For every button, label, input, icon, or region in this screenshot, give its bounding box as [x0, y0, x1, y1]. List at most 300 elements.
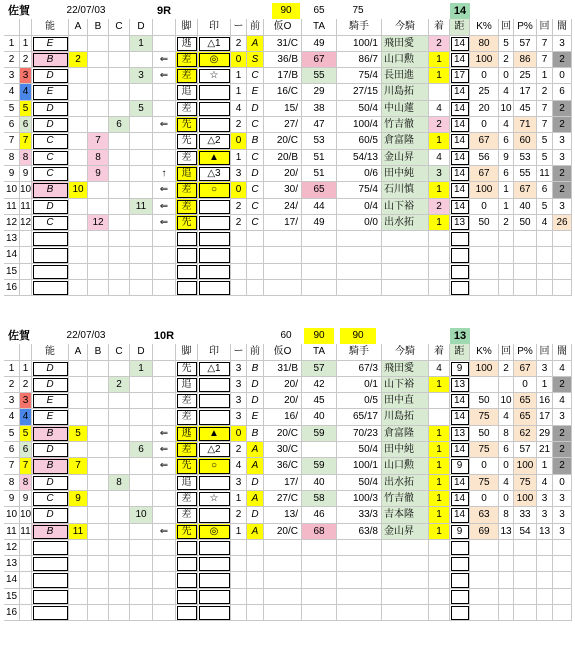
cell-arr: ⇐: [153, 458, 176, 474]
cell-b: [88, 524, 109, 540]
table-row: [4, 393, 572, 409]
cell-k2: [499, 264, 514, 280]
cell-shirushi: [198, 117, 231, 133]
cell-kari: 20/C: [264, 524, 302, 540]
cell-w: 11: [20, 199, 32, 215]
table-row: [4, 101, 572, 117]
column-header: 前: [247, 344, 264, 360]
cell-ima: [382, 605, 429, 621]
cell-yami: [553, 572, 572, 588]
cell-ta: 59: [302, 458, 337, 474]
column-header: P%: [514, 19, 537, 35]
cell-ima: 石川慎: [382, 182, 429, 198]
cell-mae: [247, 589, 264, 605]
cell-ima: [382, 572, 429, 588]
cell-n: 4: [4, 409, 20, 425]
cell-yami: 2: [553, 442, 572, 458]
rating-2: 65: [313, 5, 325, 16]
cell-d: [130, 166, 153, 182]
cell-kari: 20/: [264, 393, 302, 409]
cell-b: [88, 540, 109, 556]
cell-c: [109, 247, 130, 263]
cell-kyori: [450, 247, 470, 263]
cell-chaku: [429, 572, 450, 588]
cell-b: [88, 426, 109, 442]
cell-p: 50: [514, 215, 537, 231]
rating-1: 60: [280, 330, 292, 341]
cell-kari: 31/B: [264, 361, 302, 377]
cell-ta: 49: [302, 36, 337, 52]
cell-m: [231, 264, 247, 280]
cell-arr: ⇐: [153, 52, 176, 68]
cell-b: [88, 442, 109, 458]
cell-kishu: [337, 589, 382, 605]
cell-ta: 58: [302, 491, 337, 507]
cell-kari: 24/: [264, 199, 302, 215]
cell-a: [69, 507, 88, 523]
cell-p: 33: [514, 507, 537, 523]
column-header: C: [109, 19, 130, 35]
cell-mae: [247, 605, 264, 621]
cell-chaku: 4: [429, 150, 450, 166]
cell-a: [69, 377, 88, 393]
cell-p: [514, 264, 537, 280]
cell-k2: 10: [499, 101, 514, 117]
cell-k2: 9: [499, 150, 514, 166]
cell-arr: [153, 133, 176, 149]
cell-m: 3: [231, 409, 247, 425]
cell-mae: A: [247, 442, 264, 458]
cell-cls: B: [32, 182, 69, 198]
cell-d: [130, 458, 153, 474]
cell-p2: 5: [537, 199, 553, 215]
cell-kyori: 14: [450, 150, 470, 166]
cell-b: [88, 247, 109, 263]
cell-d: [130, 52, 153, 68]
cell-ta: [302, 442, 337, 458]
cell-k: 0: [470, 117, 499, 133]
cell-mae: D: [247, 393, 264, 409]
cell-kyaku: 逃: [176, 426, 198, 442]
cell-yami: 0: [553, 475, 572, 491]
column-header: 回: [499, 19, 514, 35]
cell-k2: [499, 572, 514, 588]
cell-chaku: 1: [429, 507, 450, 523]
cell-cls: [32, 247, 69, 263]
cell-shirushi: [198, 589, 231, 605]
table-row: [4, 556, 572, 572]
cell-p2: [537, 605, 553, 621]
cell-chaku: [429, 540, 450, 556]
cell-w: [20, 556, 32, 572]
cell-w: 8: [20, 475, 32, 491]
cell-p: 55: [514, 166, 537, 182]
column-header: 能: [32, 344, 69, 360]
cell-arr: [153, 361, 176, 377]
cell-p2: 5: [537, 150, 553, 166]
cell-kyaku: 差: [176, 507, 198, 523]
cell-shirushi: ☆: [198, 68, 231, 84]
cell-arr: [153, 247, 176, 263]
column-header: 仮O: [264, 19, 302, 35]
cell-w: [20, 231, 32, 247]
cell-kyaku: [176, 247, 198, 263]
cell-arr: [153, 540, 176, 556]
cell-kyori: [450, 572, 470, 588]
cell-w: 5: [20, 101, 32, 117]
cell-p2: 7: [537, 52, 553, 68]
table-row: [4, 52, 572, 68]
cell-c: [109, 556, 130, 572]
cell-n: 3: [4, 68, 20, 84]
cell-ta: [302, 540, 337, 556]
cell-k: 0: [470, 199, 499, 215]
cell-b: [88, 377, 109, 393]
cell-arr: [153, 101, 176, 117]
cell-kyaku: 先: [176, 524, 198, 540]
cell-a: [69, 475, 88, 491]
column-header: 脚: [176, 344, 198, 360]
cell-a: [69, 231, 88, 247]
cell-arr: [153, 231, 176, 247]
cell-yami: [553, 247, 572, 263]
cell-p: 0: [514, 377, 537, 393]
cell-p2: 4: [537, 215, 553, 231]
cell-cls: C: [32, 150, 69, 166]
cell-n: 4: [4, 84, 20, 100]
column-header: 前: [247, 19, 264, 35]
cell-ima: [382, 231, 429, 247]
cell-kyori: [450, 264, 470, 280]
column-header: ー: [231, 19, 247, 35]
cell-shirushi: ◎: [198, 524, 231, 540]
race-title-row: [4, 328, 572, 344]
cell-ima: 倉富隆: [382, 133, 429, 149]
cell-p: 62: [514, 426, 537, 442]
cell-mae: E: [247, 409, 264, 425]
cell-yami: 2: [553, 101, 572, 117]
cell-d: 1: [130, 36, 153, 52]
table-row: [4, 361, 572, 377]
cell-kyori: 14: [450, 199, 470, 215]
table-row: [4, 199, 572, 215]
cell-k: [470, 280, 499, 296]
cell-kyaku: 差: [176, 101, 198, 117]
cell-n: 1: [4, 36, 20, 52]
cell-d: 10: [130, 507, 153, 523]
cell-b: [88, 280, 109, 296]
cell-kari: [264, 540, 302, 556]
cell-k2: 0: [499, 491, 514, 507]
cell-p2: 1: [537, 458, 553, 474]
cell-chaku: [429, 247, 450, 263]
cell-kishu: 50/4: [337, 101, 382, 117]
table-row: [4, 442, 572, 458]
cell-ta: 59: [302, 426, 337, 442]
cell-a: 7: [69, 458, 88, 474]
cell-a: [69, 264, 88, 280]
cell-a: [69, 589, 88, 605]
cell-k: 25: [470, 84, 499, 100]
cell-p2: 29: [537, 426, 553, 442]
cell-b: [88, 409, 109, 425]
cell-k2: 2: [499, 361, 514, 377]
cell-kishu: 75/4: [337, 68, 382, 84]
cell-kari: 20/: [264, 377, 302, 393]
column-header: K%: [470, 19, 499, 35]
cell-kyori: 9: [450, 361, 470, 377]
cell-kari: [264, 231, 302, 247]
cell-kari: 16/: [264, 409, 302, 425]
cell-k: [470, 556, 499, 572]
cell-d: [130, 150, 153, 166]
table-row: [4, 540, 572, 556]
cell-c: [109, 133, 130, 149]
cell-d: 6: [130, 442, 153, 458]
column-header: D: [130, 344, 153, 360]
column-header: 着: [429, 19, 450, 35]
cell-yami: 3: [553, 491, 572, 507]
cell-chaku: 2: [429, 199, 450, 215]
cell-kyori: 14: [450, 442, 470, 458]
cell-kyori: 14: [450, 507, 470, 523]
table-row: [4, 264, 572, 280]
cell-k: 67: [470, 166, 499, 182]
cell-k2: 4: [499, 117, 514, 133]
cell-k: 20: [470, 101, 499, 117]
cell-a: [69, 409, 88, 425]
column-header: 着: [429, 344, 450, 360]
cell-d: [130, 589, 153, 605]
cell-d: 5: [130, 101, 153, 117]
cell-kyori: 13: [450, 215, 470, 231]
cell-shirushi: △1: [198, 361, 231, 377]
cell-kari: 20/B: [264, 150, 302, 166]
cell-yami: 3: [553, 409, 572, 425]
column-header: D: [130, 19, 153, 35]
column-header: 闇: [553, 344, 572, 360]
cell-ta: [302, 605, 337, 621]
cell-ta: [302, 556, 337, 572]
cell-a: [69, 199, 88, 215]
cell-p2: 3: [537, 491, 553, 507]
cell-b: 8: [88, 150, 109, 166]
cell-mae: [247, 540, 264, 556]
cell-p: [514, 556, 537, 572]
cell-m: [231, 589, 247, 605]
cell-kyaku: 追: [176, 475, 198, 491]
cell-p2: 21: [537, 442, 553, 458]
cell-m: 2: [231, 507, 247, 523]
cell-p: [514, 280, 537, 296]
cell-k2: 10: [499, 393, 514, 409]
cell-ima: 山口勲: [382, 458, 429, 474]
cell-ta: 55: [302, 68, 337, 84]
cell-c: [109, 231, 130, 247]
cell-m: 0: [231, 426, 247, 442]
table-row: [4, 247, 572, 263]
cell-k2: [499, 556, 514, 572]
cell-kyori: 14: [450, 182, 470, 198]
cell-p2: 5: [537, 133, 553, 149]
cell-kyori: 14: [450, 117, 470, 133]
cell-c: [109, 442, 130, 458]
cell-b: 12: [88, 215, 109, 231]
cell-kari: 27/: [264, 117, 302, 133]
cell-mae: S: [247, 52, 264, 68]
cell-n: 5: [4, 101, 20, 117]
cell-yami: 3: [553, 150, 572, 166]
cell-yami: 2: [553, 377, 572, 393]
cell-m: [231, 231, 247, 247]
cell-p: [514, 572, 537, 588]
cell-cls: [32, 540, 69, 556]
cell-b: [88, 393, 109, 409]
cell-cls: D: [32, 117, 69, 133]
cell-shirushi: [198, 247, 231, 263]
cell-n: 16: [4, 605, 20, 621]
cell-yami: [553, 589, 572, 605]
cell-p2: 4: [537, 475, 553, 491]
cell-d: [130, 377, 153, 393]
cell-kyaku: 追: [176, 84, 198, 100]
cell-ima: 金山昇: [382, 150, 429, 166]
cell-shirushi: [198, 393, 231, 409]
cell-k2: 6: [499, 442, 514, 458]
cell-yami: 4: [553, 361, 572, 377]
cell-m: 3: [231, 377, 247, 393]
cell-d: [130, 572, 153, 588]
race-number: 10R: [153, 330, 175, 342]
cell-kyori: 14: [450, 101, 470, 117]
cell-ta: 29: [302, 84, 337, 100]
header-blank: [4, 19, 20, 35]
cell-shirushi: [198, 199, 231, 215]
cell-w: 3: [20, 393, 32, 409]
cell-n: 13: [4, 556, 20, 572]
cell-kari: [264, 556, 302, 572]
cell-k: [470, 231, 499, 247]
cell-w: 7: [20, 458, 32, 474]
cell-mae: [247, 264, 264, 280]
cell-kishu: [337, 605, 382, 621]
cell-k: 56: [470, 150, 499, 166]
column-header-row: [4, 344, 572, 360]
table-row: [4, 166, 572, 182]
cell-shirushi: [198, 409, 231, 425]
cell-kari: 13/: [264, 507, 302, 523]
cell-k2: 6: [499, 166, 514, 182]
cell-n: 14: [4, 247, 20, 263]
cell-ima: 山口勲: [382, 52, 429, 68]
cell-kyori: 13: [450, 426, 470, 442]
cell-b: [88, 475, 109, 491]
cell-mae: [247, 280, 264, 296]
cell-p: 86: [514, 52, 537, 68]
cell-kyori: [450, 605, 470, 621]
cell-p: 54: [514, 524, 537, 540]
table-row: [4, 231, 572, 247]
cell-b: [88, 361, 109, 377]
cell-m: 3: [231, 393, 247, 409]
cell-k2: [499, 589, 514, 605]
cell-mae: [247, 231, 264, 247]
cell-c: [109, 215, 130, 231]
cell-cls: E: [32, 393, 69, 409]
cell-shirushi: ▲: [198, 426, 231, 442]
cell-k: 100: [470, 52, 499, 68]
cell-m: 2: [231, 442, 247, 458]
column-header: 闇: [553, 19, 572, 35]
cell-cls: [32, 264, 69, 280]
cell-arr: ↑: [153, 166, 176, 182]
race-title-row: [4, 3, 572, 19]
cell-p: 67: [514, 361, 537, 377]
cell-a: [69, 101, 88, 117]
cell-p: [514, 247, 537, 263]
table-row: [4, 605, 572, 621]
cell-c: [109, 84, 130, 100]
cell-mae: B: [247, 133, 264, 149]
cell-n: 8: [4, 475, 20, 491]
cell-arr: ⇐: [153, 68, 176, 84]
cell-arr: [153, 84, 176, 100]
cell-kari: 17/B: [264, 68, 302, 84]
cell-k: 67: [470, 133, 499, 149]
cell-w: 9: [20, 491, 32, 507]
header-blank: [20, 344, 32, 360]
cell-ta: 44: [302, 199, 337, 215]
cell-k: [470, 540, 499, 556]
cell-yami: [553, 231, 572, 247]
cell-chaku: 1: [429, 475, 450, 491]
cell-kyori: [450, 589, 470, 605]
column-header: 印: [198, 344, 231, 360]
cell-ta: [302, 264, 337, 280]
cell-shirushi: [198, 231, 231, 247]
cell-chaku: 2: [429, 117, 450, 133]
cell-ta: 46: [302, 507, 337, 523]
cell-k2: [499, 247, 514, 263]
cell-k2: [499, 540, 514, 556]
cell-cls: E: [32, 84, 69, 100]
cell-w: 4: [20, 84, 32, 100]
cell-kyaku: 先: [176, 361, 198, 377]
cell-mae: A: [247, 524, 264, 540]
cell-c: [109, 572, 130, 588]
cell-chaku: [429, 393, 450, 409]
cell-arr: [153, 491, 176, 507]
cell-p2: 6: [537, 182, 553, 198]
cell-ima: 吉本隆: [382, 507, 429, 523]
cell-kyaku: 先: [176, 133, 198, 149]
cell-chaku: 3: [429, 166, 450, 182]
cell-mae: D: [247, 166, 264, 182]
cell-ta: [302, 572, 337, 588]
cell-yami: 3: [553, 199, 572, 215]
column-header-row: [4, 19, 572, 35]
cell-k: 100: [470, 361, 499, 377]
field-size: 13: [450, 328, 470, 344]
cell-kari: 36/B: [264, 52, 302, 68]
cell-d: [130, 540, 153, 556]
cell-d: [130, 605, 153, 621]
cell-cls: B: [32, 524, 69, 540]
cell-chaku: 1: [429, 133, 450, 149]
cell-p2: 3: [537, 507, 553, 523]
cell-p2: 3: [537, 361, 553, 377]
cell-kyaku: 差: [176, 491, 198, 507]
